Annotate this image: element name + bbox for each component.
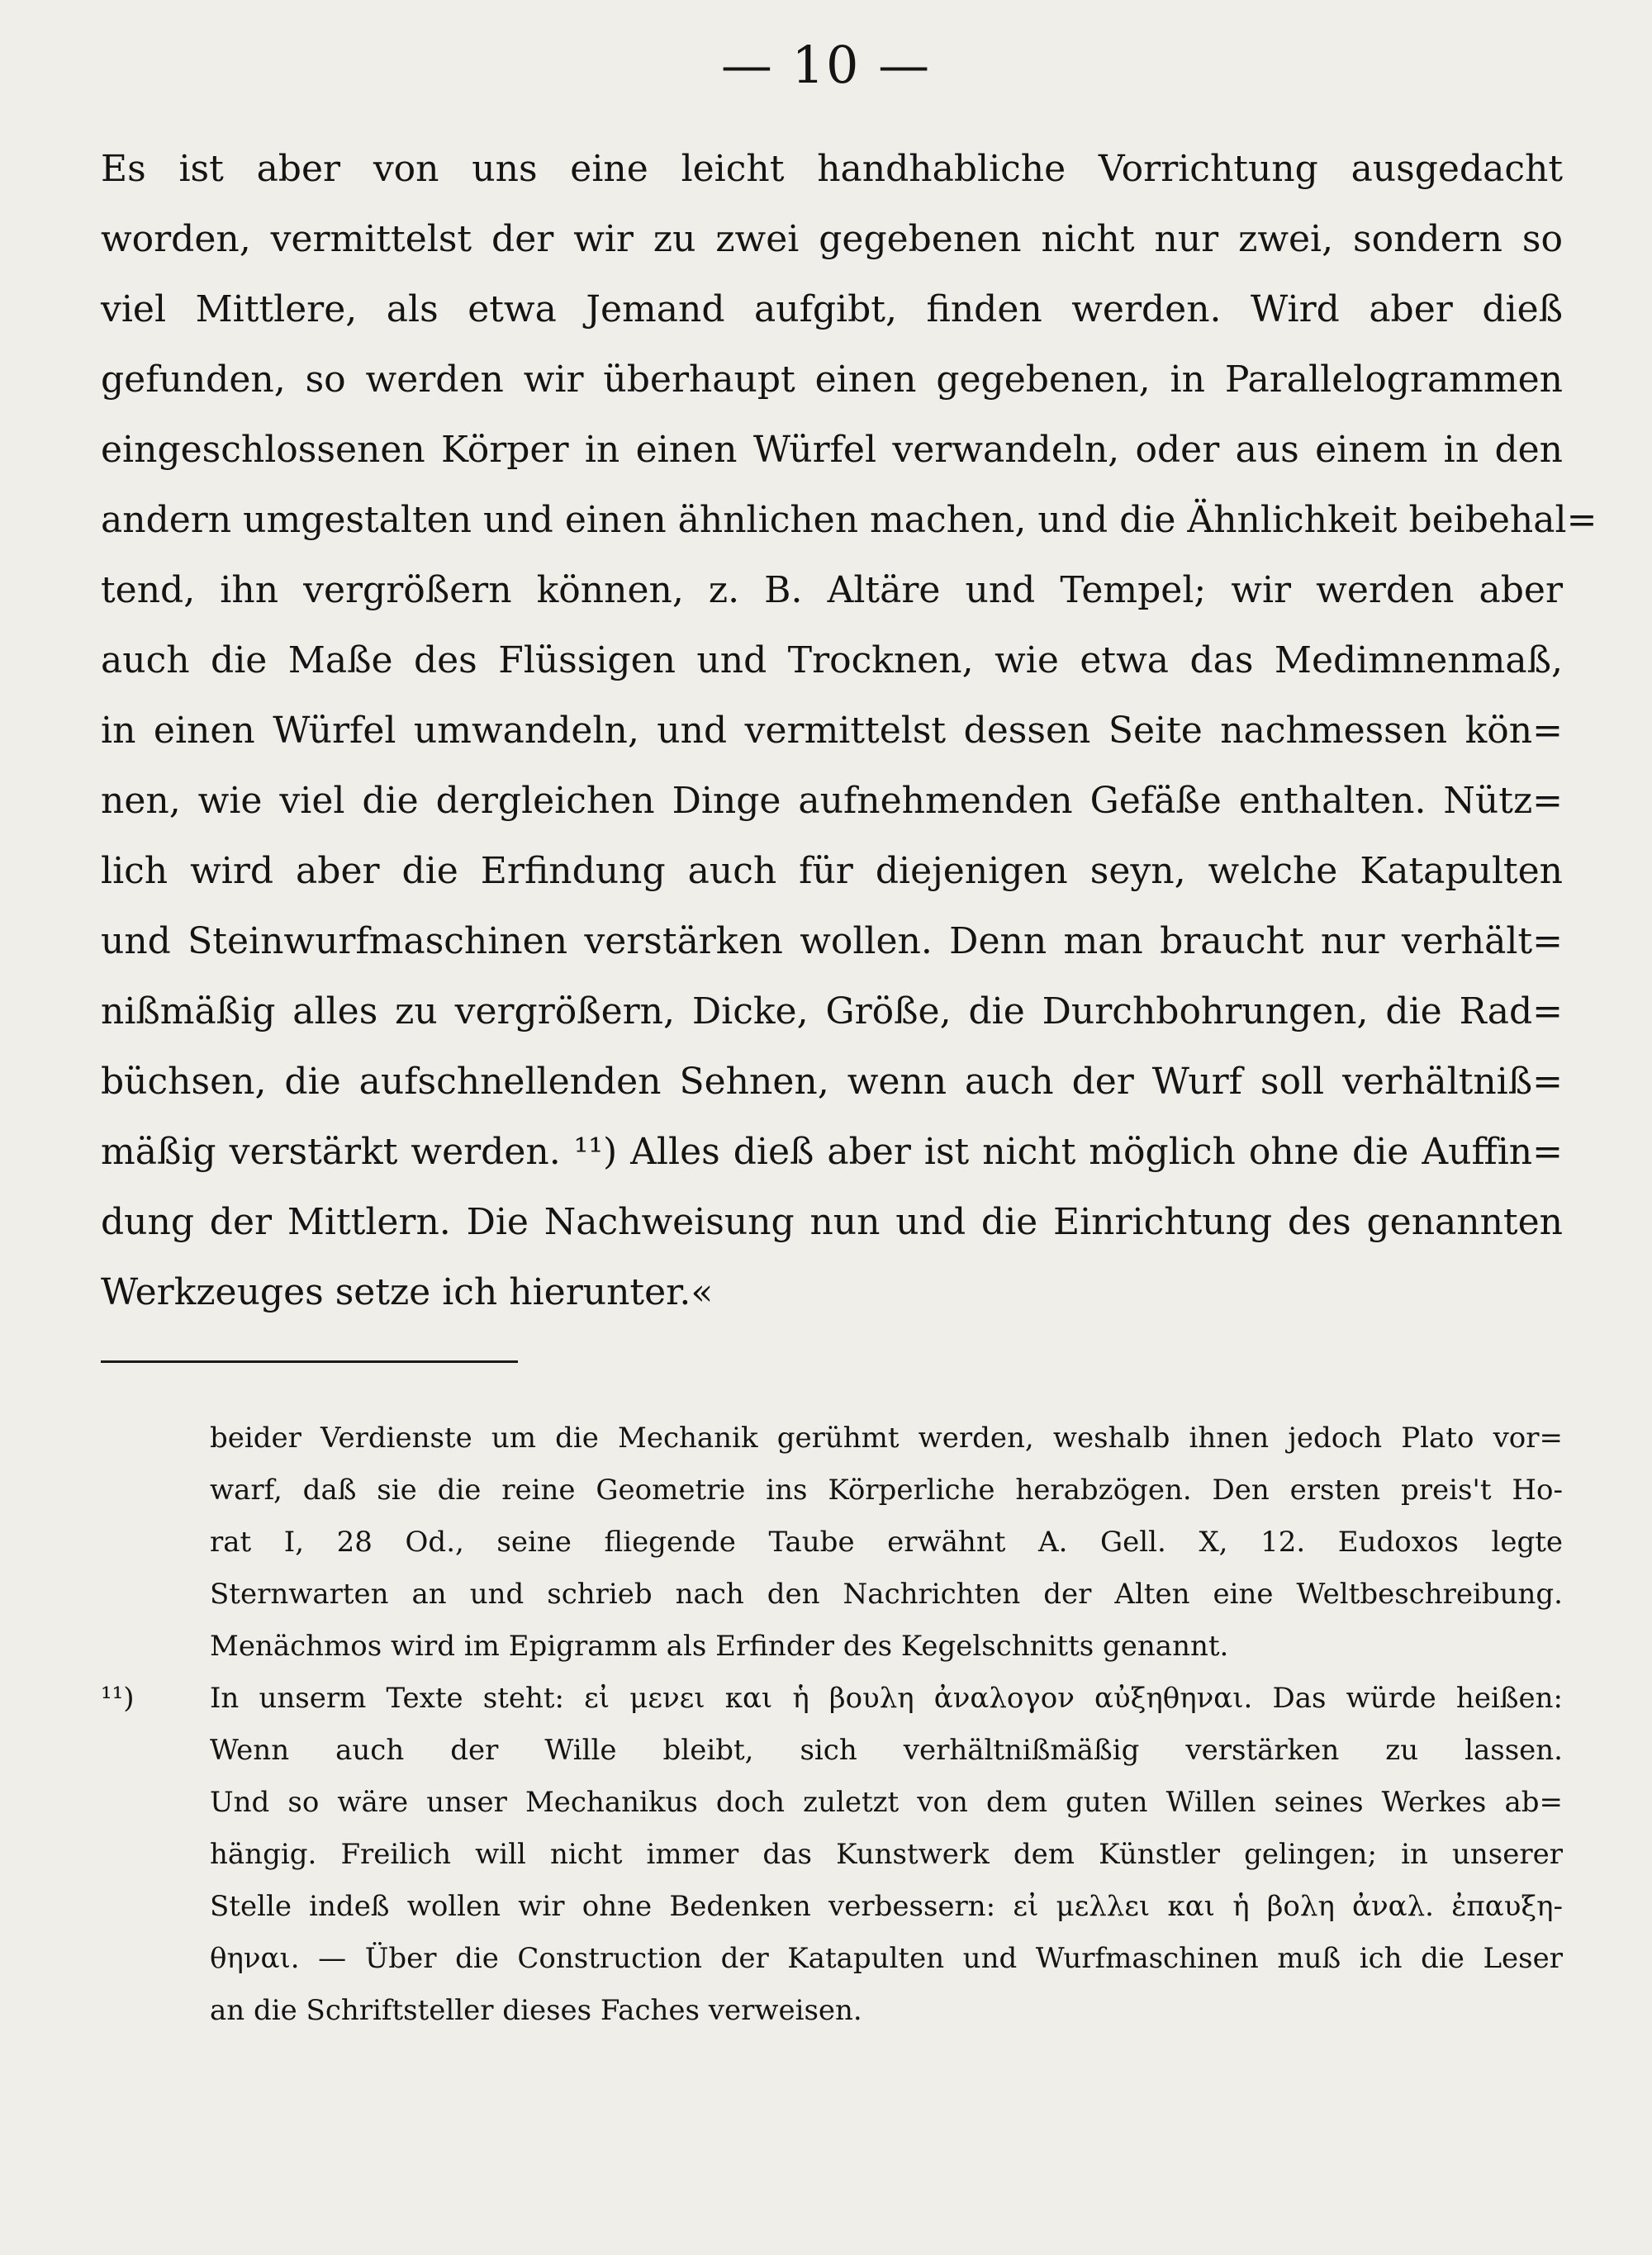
text-line: nen, wie viel die dergleichen Dinge aufnehmenden Gefäße enthalten. Nütz= [101, 780, 1563, 822]
text-line: eingeschlossenen Körper in einen Würfel verwandeln, oder aus einem in den [101, 429, 1563, 471]
footnote-separator [101, 1360, 518, 1363]
text-line: in einen Würfel umwandeln, und vermittelst dessen Seite nachmessen kön= [101, 710, 1563, 752]
text-line: Werkzeuges setze ich hierunter.« [101, 1271, 714, 1313]
footnote-11-line: θηναι. — Über die Construction der Katapulten und Wurfmaschinen muß ich die Leser [210, 1942, 1563, 1975]
footnote-11-line: hängig. Freilich will nicht immer das Kunstwerk dem Künstler gelingen; in unserer [210, 1838, 1563, 1871]
text-line: und Steinwurfmaschinen verstärken wollen. Denn man braucht nur verhält= [101, 920, 1563, 962]
main-text-block [101, 134, 1597, 1327]
text-line: andern umgestalten und einen ähnlichen machen, und die Ähnlichkeit beibehal= [101, 499, 1597, 541]
text-line: auch die Maße des Flüssigen und Trocknen, wie etwa das Medimnenmaß, [101, 639, 1563, 681]
footnote-11-line: Stelle indeß wollen wir ohne Bedenken verbessern: εἰ μελλει και ἡ βολη ἀναλ. ἐπαυξη- [210, 1890, 1563, 1923]
text-line: viel Mittlere, als etwa Jemand aufgibt, finden werden. Wird aber dieß [101, 288, 1563, 330]
text-line: dung der Mittlern. Die Nachweisung nun und die Einrichtung des genannten [101, 1201, 1563, 1243]
text-line: büchsen, die aufschnellenden Sehnen, wenn auch der Wurf soll verhältniß= [101, 1061, 1563, 1103]
text-line: worden, vermittelst der wir zu zwei gegebenen nicht nur zwei, sondern so [101, 218, 1563, 260]
footnotes-block [101, 1412, 1563, 2037]
footnote-continuation-line: warf, daß sie die reine Geometrie ins Körperliche herabzögen. Den ersten preis't Ho- [210, 1474, 1563, 1507]
footnote-11-line: an die Schriftsteller dieses Faches verweisen. [210, 1994, 862, 2027]
footnote-11-marker: ¹¹) [101, 1682, 135, 1715]
text-line: gefunden, so werden wir überhaupt einen gegebenen, in Parallelogrammen [101, 358, 1563, 401]
text-line: lich wird aber die Erfindung auch für diejenigen seyn, welche Katapulten [101, 850, 1563, 892]
text-line: tend, ihn vergrößern können, z. B. Altäre und Tempel; wir werden aber [101, 569, 1563, 611]
footnote-11-line: Und so wäre unser Mechanikus doch zuletzt von dem guten Willen seines Werkes ab= [210, 1786, 1563, 1819]
text-line: nißmäßig alles zu vergrößern, Dicke, Größe, die Durchbohrungen, die Rad= [101, 990, 1563, 1033]
text-line: Es ist aber von uns eine leicht handhabliche Vorrichtung ausgedacht [101, 148, 1563, 190]
footnote-11-line: Wenn auch der Wille bleibt, sich verhältnißmäßig verstärken zu lassen. [210, 1734, 1563, 1767]
footnote-continuation-line: Menächmos wird im Epigramm als Erfinder des Kegelschnitts genannt. [210, 1630, 1229, 1663]
text-line: mäßig verstärkt werden. ¹¹) Alles dieß aber ist nicht möglich ohne die Auffin= [101, 1131, 1563, 1173]
footnote-continuation-line: Sternwarten an und schrieb nach den Nachrichten der Alten eine Weltbeschreibung. [210, 1578, 1563, 1611]
footnote-11-line [101, 1673, 1563, 1725]
page-number: — 10 — [720, 35, 932, 95]
footnote-11-text: In unserm Texte steht: εἰ μενει και ἡ βουλη ἀναλογον αὐξηθηναι. Das würde heißen: [210, 1682, 1563, 1715]
footnote-continuation-line: beider Verdienste um die Mechanik gerühmt werden, weshalb ihnen jedoch Plato vor= [210, 1422, 1563, 1455]
footnote-continuation-line: rat I, 28 Od., seine fliegende Taube erwähnt A. Gell. X, 12. Eudoxos legte [210, 1526, 1563, 1559]
